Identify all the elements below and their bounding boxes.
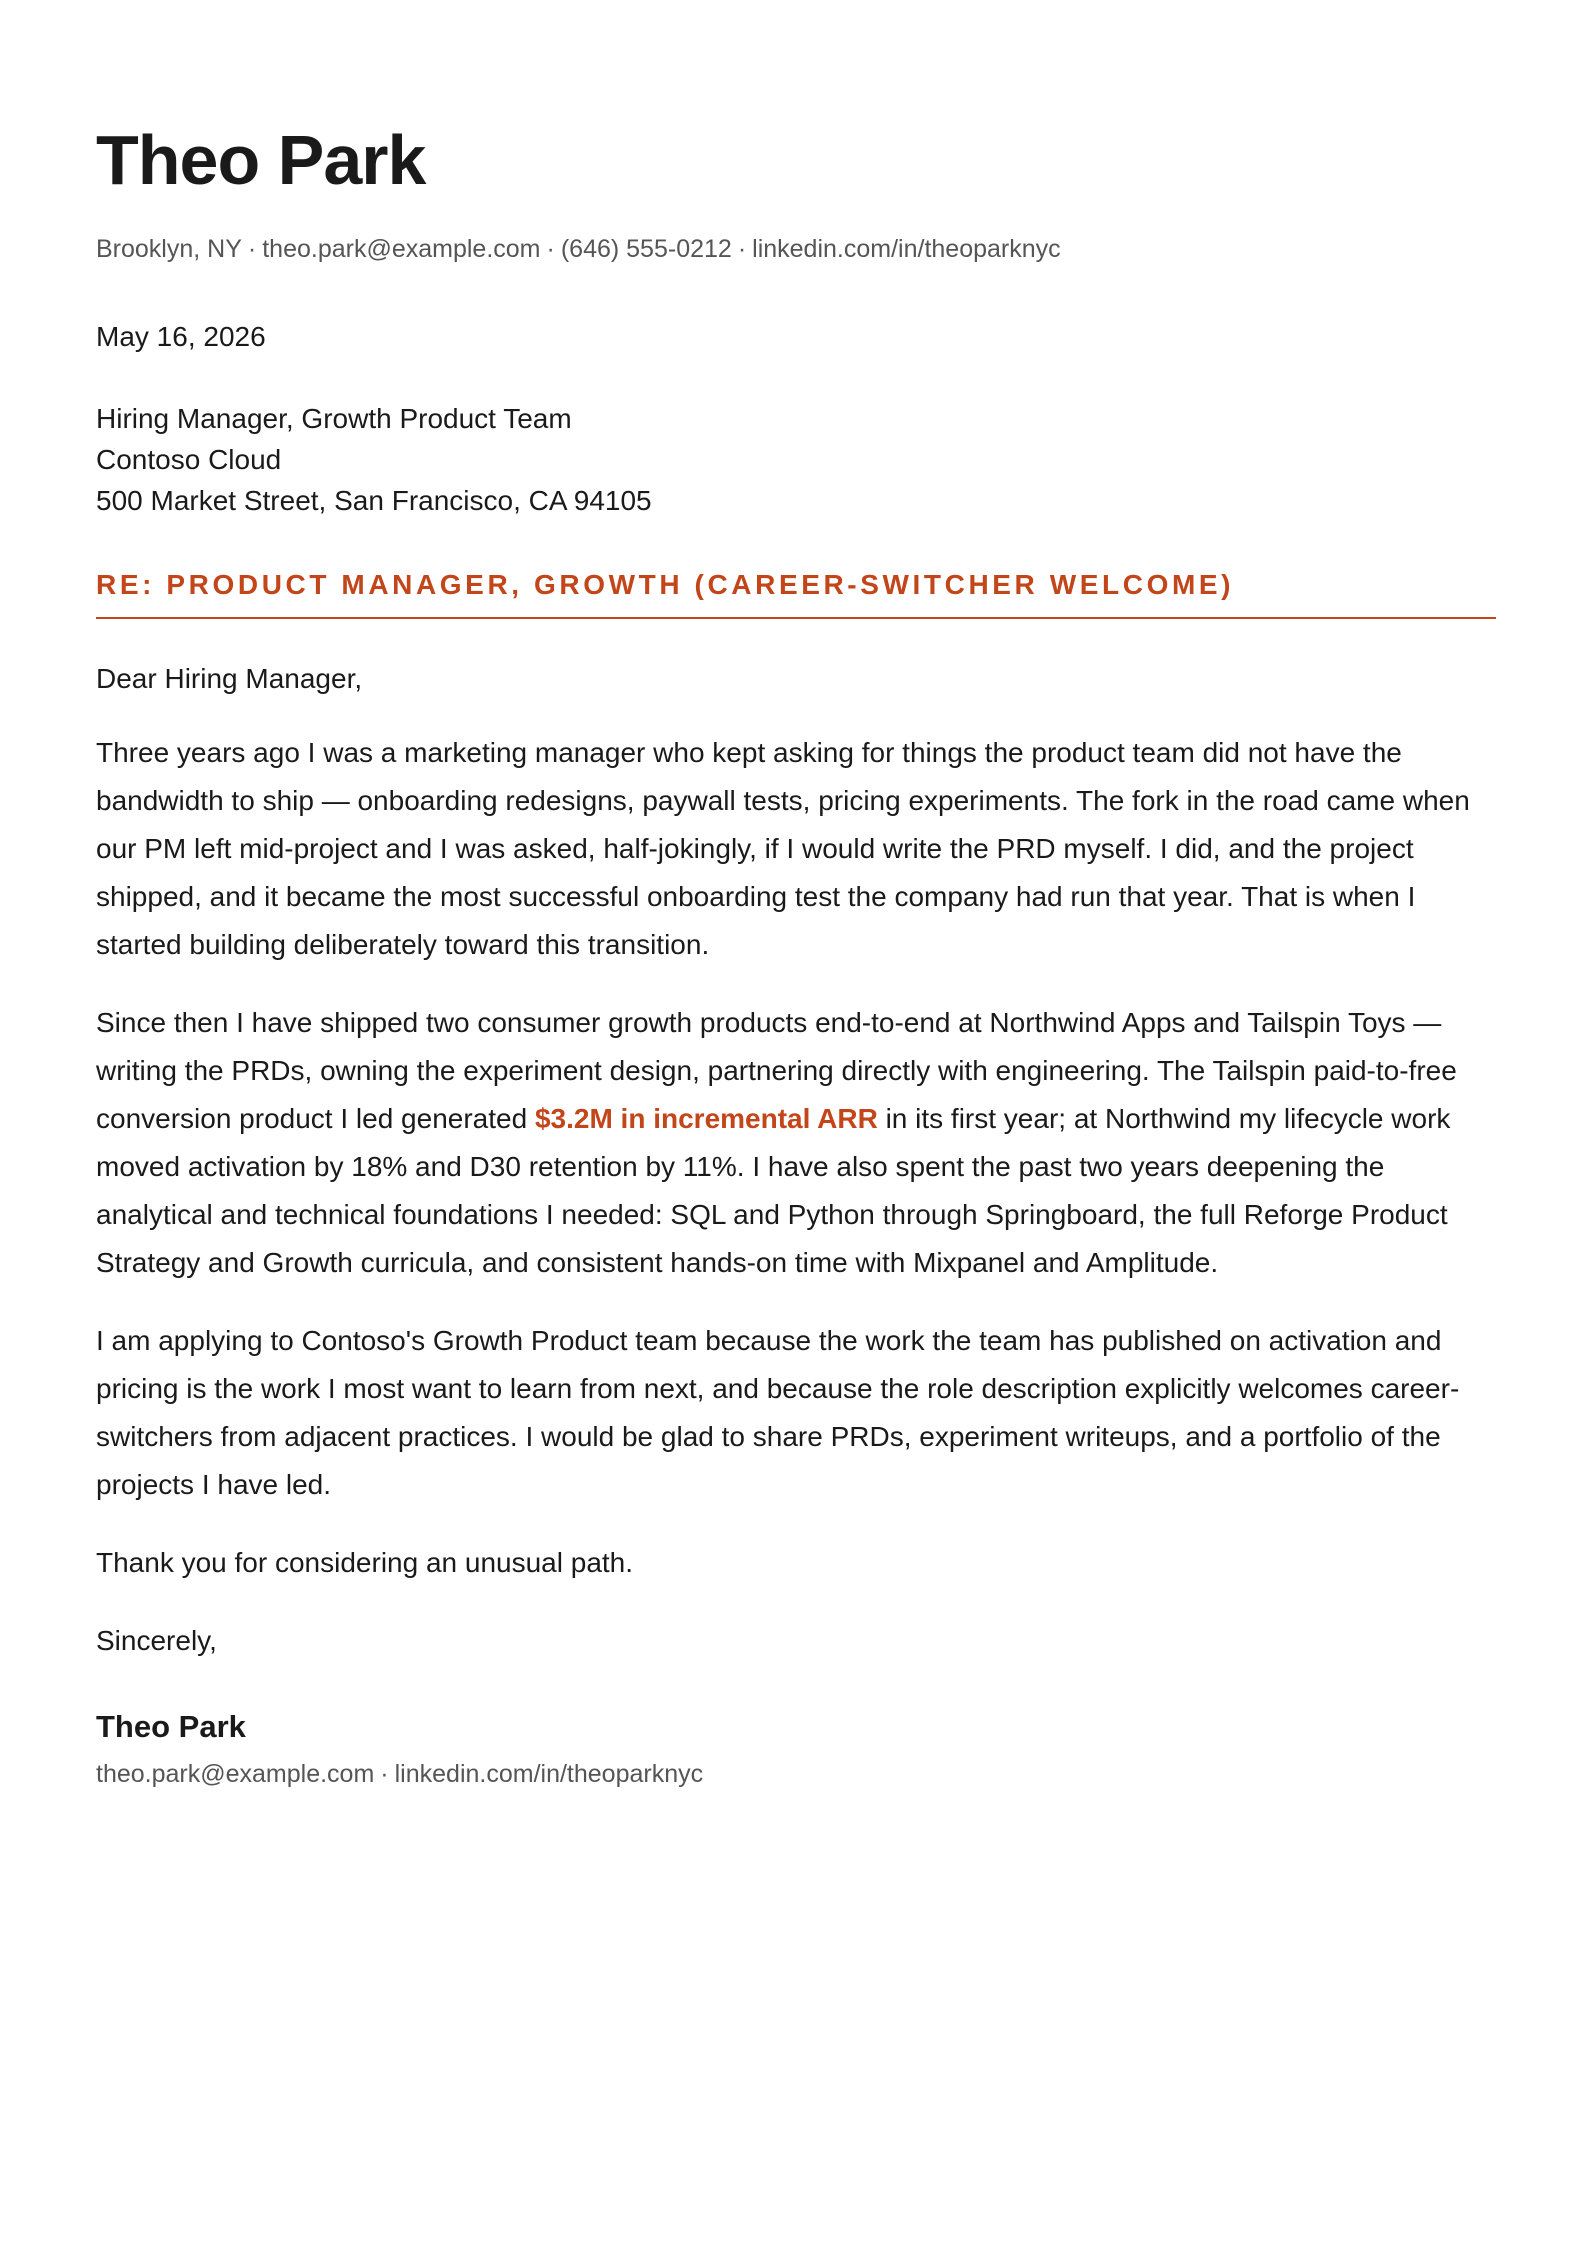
contact-separator: ·: [737, 235, 747, 263]
contact-line: [96, 232, 1496, 266]
subject-line: RE: PRODUCT MANAGER, GROWTH (CAREER-SWITCHER WELCOME): [96, 565, 1496, 619]
letter-date: May 16, 2026: [96, 321, 266, 352]
recipient-address: 500 Market Street, San Francisco, CA 94105: [96, 485, 652, 516]
contact-separator: ·: [546, 235, 555, 263]
signature-contact: [96, 1757, 1496, 1791]
body-paragraph-2: [96, 999, 1496, 1287]
signature-linkedin[interactable]: linkedin.com/in/theoparknyc: [394, 1760, 704, 1788]
body-paragraph-4: Thank you for considering an unusual path.: [96, 1547, 634, 1578]
signature-name: Theo Park: [96, 1709, 246, 1744]
applicant-name: Theo Park: [96, 121, 426, 199]
contact-email[interactable]: theo.park@example.com: [262, 235, 541, 263]
signature-separator: ·: [380, 1760, 389, 1788]
contact-separator: ·: [247, 235, 257, 263]
contact-phone: (646) 555-0212: [560, 235, 732, 263]
body-paragraph-2-text-start: Since then I have shipped two consumer growth products end-to-end at Northwind Apps and Tailspin Toys — writing the PRDs, owning the experiment design, partnering directly with engineering. The Tailspin paid-to-free conversion product I led generated: [96, 1007, 1457, 1134]
body-paragraph-3: I am applying to Contoso's Growth Product team because the work the team has published on activation and pricing is the work I most want to learn from next, and because the role description explicitly welcomes career-switchers from adjacent practices. I would be glad to share PRDs, experiment writeups, and a portfolio of the projects I have led.: [96, 1325, 1460, 1500]
body-paragraph-2-text-end: in its first year; at Northwind my lifecycle work moved activation by 18% and D30 retention by 11%. I have also spent the past two years deepening the analytical and technical foundations I needed: SQL and Python through Springboard, the full Reforge Product Strategy and Growth curricula, and consistent hands-on time with Mixpanel and Amplitude.: [96, 1103, 1451, 1278]
body-paragraph-1: Three years ago I was a marketing manager who kept asking for things the product team did not have the bandwidth to ship — onboarding redesigns, paywall tests, pricing experiments. The fork in the road came when our PM left mid-project and I was asked, half-jokingly, if I would write the PRD myself. I did, and the project shipped, and it became the most successful onboarding test the company had run that year. That is when I started building deliberately toward this transition.: [96, 737, 1470, 960]
recipient-block: [96, 398, 1496, 521]
recipient-title: Hiring Manager, Growth Product Team: [96, 403, 572, 434]
arr-highlight: $3.2M in incremental ARR: [534, 1103, 878, 1134]
closing: Sincerely,: [96, 1625, 217, 1656]
signature-email[interactable]: theo.park@example.com: [96, 1760, 375, 1788]
salutation: Dear Hiring Manager,: [96, 663, 363, 694]
recipient-company: Contoso Cloud: [96, 444, 282, 475]
contact-linkedin[interactable]: linkedin.com/in/theoparknyc: [752, 235, 1061, 263]
contact-location: Brooklyn, NY: [96, 235, 242, 263]
